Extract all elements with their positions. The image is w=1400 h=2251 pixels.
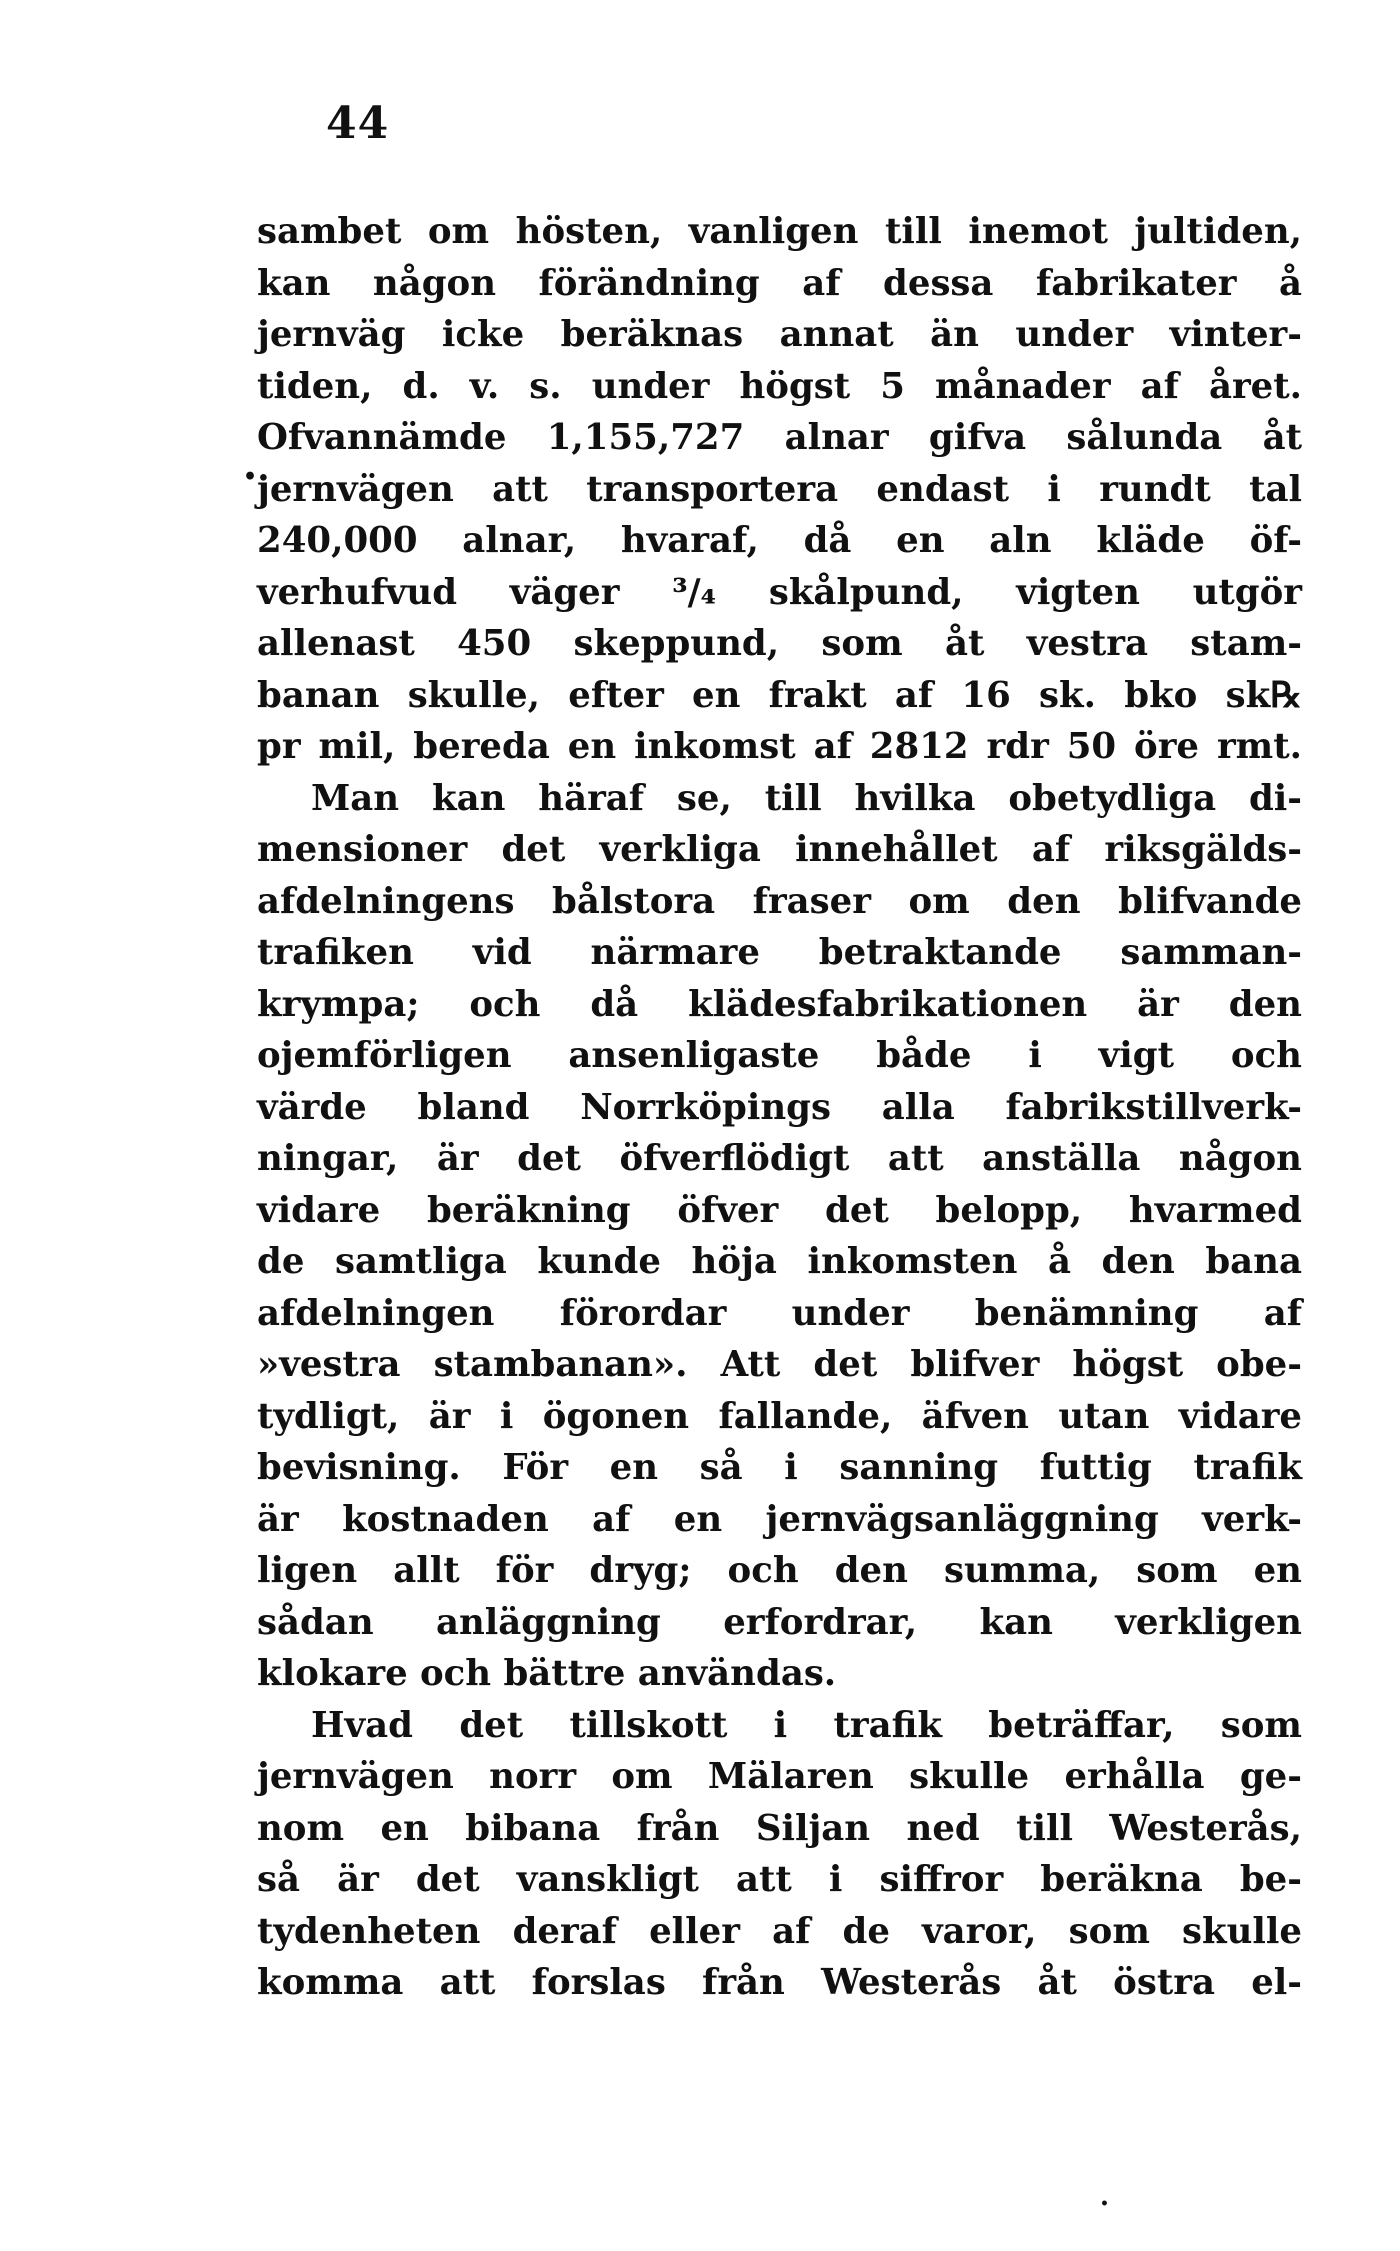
text-line: klokare och bättre användas. bbox=[257, 1653, 837, 1694]
page-number: 44 bbox=[326, 98, 390, 149]
text-line: pr mil, bereda en inkomst af 2812 rdr 50 öre rmt. bbox=[257, 726, 1302, 767]
margin-dot: • bbox=[243, 464, 258, 490]
text-line: Hvad det tillskott i trafik beträffar, som bbox=[311, 1704, 1302, 1746]
text-line: allenast 450 skeppund, som åt vestra stam- bbox=[257, 623, 1302, 664]
text-line: så är det vanskligt att i siffror beräkna be- bbox=[257, 1859, 1302, 1900]
text-line: ojemförligen ansenligaste både i vigt och bbox=[257, 1035, 1302, 1076]
text-line: jernvägen norr om Mälaren skulle erhålla ge- bbox=[257, 1756, 1302, 1797]
text-line: bevisning. För en så i sanning futtig trafik bbox=[257, 1447, 1302, 1488]
body-text bbox=[257, 206, 1302, 2009]
text-line: är kostnaden af en jernvägsanläggning verk- bbox=[257, 1498, 1302, 1540]
text-line: värde bland Norrköpings alla fabrikstillverk- bbox=[257, 1086, 1302, 1128]
text-line: krympa; och då klädesfabrikationen är den bbox=[257, 983, 1302, 1025]
text-line: banan skulle, efter en frakt af 16 sk. bko sk℞ bbox=[257, 674, 1302, 716]
text-line: komma att forslas från Westerås åt östra el- bbox=[257, 1962, 1302, 2003]
text-line: ligen allt för dryg; och den summa, som en bbox=[257, 1550, 1302, 1591]
text-line: Man kan häraf se, till hvilka obetydliga di- bbox=[311, 777, 1302, 819]
text-line: tiden, d. v. s. under högst 5 månader af året. bbox=[257, 365, 1302, 407]
text-line: mensioner det verkliga innehållet af riksgälds- bbox=[257, 829, 1302, 870]
text-line: sådan anläggning erfordrar, kan verkligen bbox=[257, 1601, 1302, 1643]
text-line: sambet om hösten, vanligen till inemot jultiden, bbox=[257, 211, 1302, 252]
text-line: jernvägen att transportera endast i rundt tal bbox=[257, 468, 1302, 510]
text-line: Ofvannämde 1,155,727 alnar gifva sålunda åt bbox=[257, 417, 1302, 458]
text-line: tydenheten deraf eller af de varor, som skulle bbox=[257, 1910, 1302, 1952]
text-line: nom en bibana från Siljan ned till Westerås, bbox=[257, 1807, 1302, 1849]
text-line: tydligt, är i ögonen fallande, äfven utan vidare bbox=[257, 1395, 1302, 1437]
text-line: kan någon förändning af dessa fabrikater å bbox=[257, 262, 1302, 304]
text-line: ningar, är det öfverflödigt att anställa någon bbox=[257, 1138, 1302, 1179]
bottom-speck: • bbox=[1100, 2196, 1109, 2212]
text-line: vidare beräkning öfver det belopp, hvarmed bbox=[257, 1189, 1302, 1231]
text-line: afdelningens bålstora fraser om den blifvande bbox=[257, 880, 1302, 922]
text-line: verhufvud väger ³/₄ skålpund, vigten utgör bbox=[257, 571, 1302, 613]
text-line: trafiken vid närmare betraktande samman- bbox=[257, 932, 1302, 973]
text-line: 240,000 alnar, hvaraf, då en aln kläde öf- bbox=[257, 520, 1302, 561]
text-line: »vestra stambanan». Att det blifver högst obe- bbox=[257, 1344, 1302, 1385]
text-line: jernväg icke beräknas annat än under vinter- bbox=[257, 314, 1302, 355]
text-line: de samtliga kunde höja inkomsten å den bana bbox=[257, 1241, 1302, 1282]
text-line: afdelningen förordar under benämning af bbox=[257, 1292, 1302, 1334]
